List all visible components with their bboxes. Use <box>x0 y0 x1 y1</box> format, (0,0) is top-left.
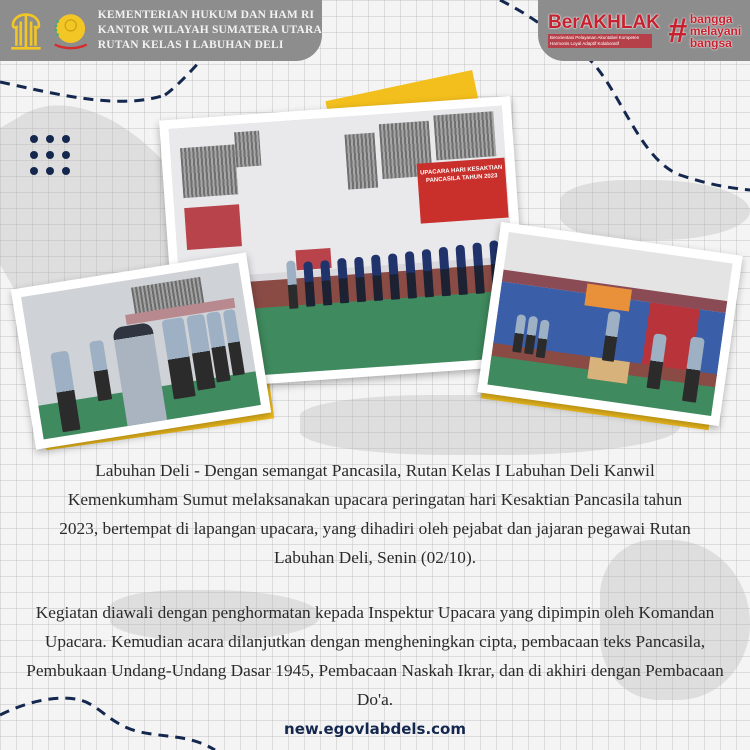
pemasyarakatan-logo-icon <box>50 6 90 56</box>
org-line-regional-office: KANTOR WILAYAH SUMATERA UTARA <box>97 24 322 36</box>
org-name-block <box>98 8 322 53</box>
kemenkumham-logo-icon <box>6 6 46 56</box>
bangsa-word: bangsa <box>689 35 732 50</box>
bangga-melayani-bangsa-logo <box>668 13 741 49</box>
berakhlak-tagline: Berorientasi Pelayanan Akuntabel Kompeten Harmonis Loyal Adaptif Kolaboratif <box>548 34 652 48</box>
dot-grid-decoration <box>30 135 70 175</box>
melayani-word: melayani <box>689 23 742 38</box>
article-paragraph-2: Kegiatan diawali dengan penghormatan kepada Inspektur Upacara yang dipimpin oleh Komandan Upacara. Kemudian acara dilanjutkan dengan mengheningkan cipta, pembacaan teks Pancasila, Pembukaan Undang-Undang Dasar 1945, Pembacaan Naskah Ikrar, dan di akhiri dengan Pembacaan Do'a. <box>26 603 724 709</box>
org-line-rutan: RUTAN KELAS I LABUHAN DELI <box>97 39 284 51</box>
website-url[interactable]: new.egovlabdels.com <box>284 720 466 738</box>
article-paragraph-1: Labuhan Deli - Dengan semangat Pancasila, Rutan Kelas I Labuhan Deli Kanwil Kemenkumham Sumut melaksanakan upacara peringatan hari Kesaktian Pancasila tahun 2023, bertempat di lapangan upacara, yang dihadiri oleh pejabat dan jajaran pegawai Rutan Labuhan Deli, Senin (02/10). <box>59 461 691 567</box>
header-brand-banner <box>538 0 750 61</box>
header-org-banner <box>0 0 322 61</box>
org-line-ministry: KEMENTERIAN HUKUM DAN HAM RI <box>97 9 315 21</box>
berakhlak-logo <box>548 13 660 48</box>
photo-right-inspector <box>477 222 743 426</box>
bangga-word: bangga <box>689 11 733 26</box>
hashtag-icon: # <box>667 11 687 50</box>
berakhlak-brand: BerAKHLAK <box>548 12 660 33</box>
ceremony-banner: UPACARA HARI KESAKTIAN PANCASILA TAHUN 2023 <box>417 158 509 224</box>
map-silhouette <box>560 180 750 240</box>
